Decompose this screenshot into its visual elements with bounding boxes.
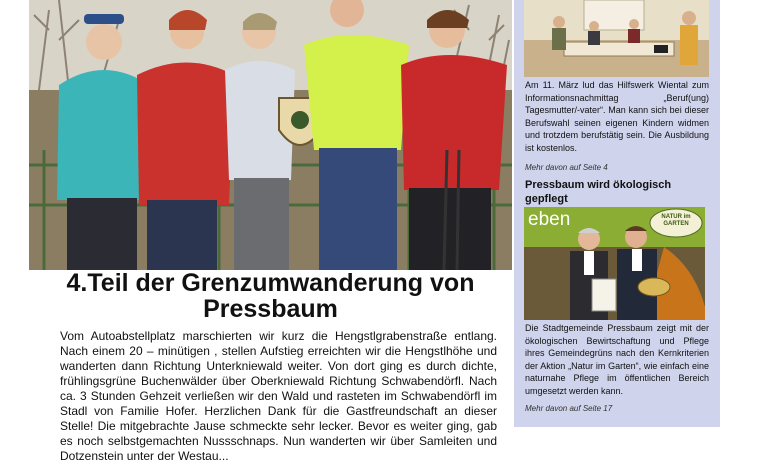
- sidebar-photo-meeting: [524, 0, 709, 77]
- sidebar-item1-text: Am 11. März lud das Hilfswerk Wiental zum Informationsnachmittag „Beruf(ung) Tagesmutter/-vater“. Man kann sich bei dieser Berufswahl seinen eigenen Kindern widmen und trotzdem berufstätig sein. Die Ausbildung ist kostenlos.: [525, 80, 709, 153]
- sidebar-item2-more-link[interactable]: Mehr davon auf Seite 17: [525, 404, 613, 413]
- award-backdrop-text: eben: [528, 209, 571, 230]
- main-article-photo: [29, 0, 512, 270]
- sidebar-item2-heading: Pressbaum wird ökologisch gepflegt: [525, 179, 672, 205]
- hikers-group-illustration: [29, 0, 512, 270]
- sidebar-item1-more-link[interactable]: Mehr davon auf Seite 4: [525, 163, 608, 172]
- award-badge-text: NATUR im GARTEN: [661, 214, 691, 227]
- article-body-text: Vom Autoabstellplatz marschierten wir kurz die Hengstlgrabenstraße entlang. Nach einem 20 – minütigen , stellen Aufstieg erreichten wir die Hengstlhöhe und wanderten dann Richtung Unterkniewald weiter. Von dort ging es durch dichte, frühlingsgrüne Buchenwälder über Oberkniewald Richtung Schwabendörfl. Nach ca. 3 Stunden Gehzeit verließen wir den Wald und rasteten im Schwabendörfl im Stadl von Familie Hofer. Herzlichen Dank für die Gastfreundschaft an dieser Stelle! Die mitgebrachte Jause schmeckte sehr lecker. Bevor es weiter ging, gab es noch selbstgemachten Nussschnaps. Nun wanderten wir über Samleiten und Dotzenstein unter der Westau...: [60, 329, 497, 463]
- news-sidebar: [514, 0, 720, 427]
- meeting-illustration: [524, 0, 709, 77]
- sidebar-photo-award: [524, 207, 705, 320]
- article-headline: 4.Teil der Grenzumwanderung von Pressbaum: [66, 269, 475, 323]
- sidebar-item2-text: Die Stadtgemeinde Pressbaum zeigt mit der ökologischen Bewirtschaftung und Pflege ihres Gemeindegrüns nach den Kernkriterien der Aktion „Natur im Garten“, wie einfach eine naturnahe Pflege im öffentlichen Bereich umgesetzt werden kann.: [525, 323, 709, 396]
